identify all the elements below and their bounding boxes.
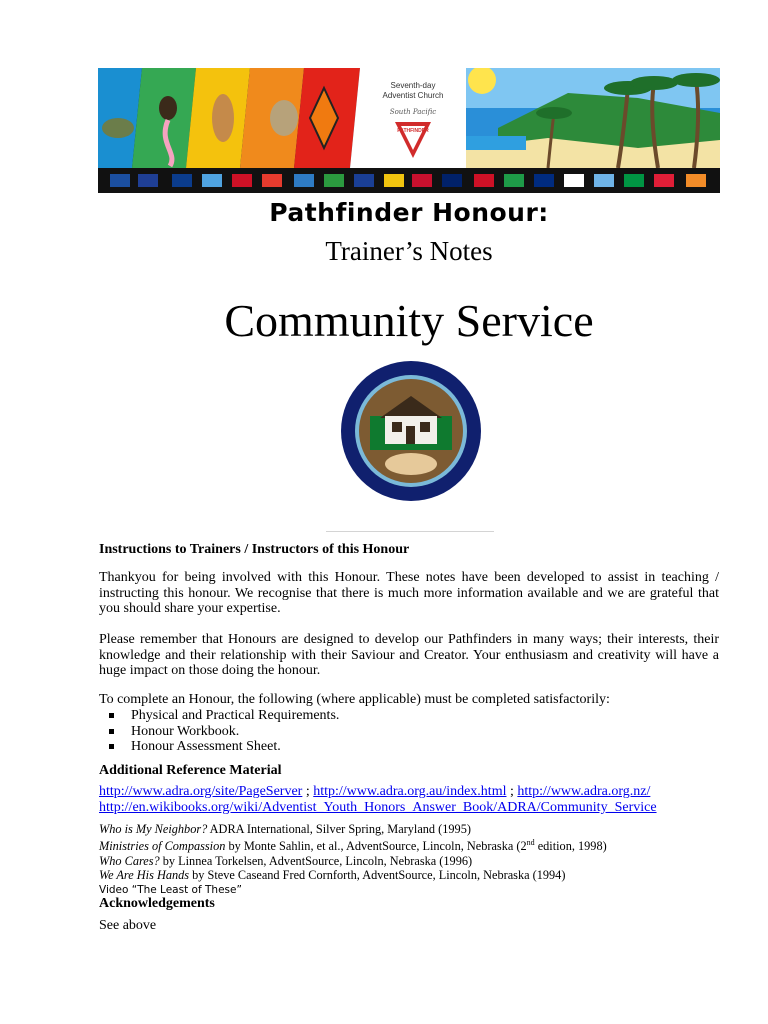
- reference-books-list: [99, 822, 607, 897]
- instructions-paragraph-1: Thankyou for being involved with this Honour. These notes have been developed to assist in teaching / instructing this honour. We recognise that there is much more information available and we are grateful that you should share your expertise.: [99, 570, 719, 617]
- list-item: Ministries of Compassion by Monte Sahlin, et al., AdventSource, Lincoln, Nebraska (2nd edition, 1998): [99, 838, 607, 854]
- header-banner: [98, 68, 720, 193]
- video-reference: Video “The Least of These”: [99, 883, 242, 896]
- reference-links-line-1: [99, 784, 650, 800]
- adra-org-link[interactable]: http://www.adra.org/site/PageServer: [99, 784, 303, 799]
- list-item: Honour Workbook.: [99, 724, 339, 740]
- instructions-heading: Instructions to Trainers / Instructors of this Honour: [99, 542, 410, 557]
- image-divider: [326, 531, 494, 532]
- acknowledgements-text: See above: [99, 918, 157, 933]
- list-item: Honour Assessment Sheet.: [99, 739, 339, 755]
- requirements-list: [99, 708, 339, 755]
- page-title: Community Service: [224, 295, 594, 346]
- page-heading: Pathfinder Honour:: [269, 198, 549, 227]
- banner-artwork: [98, 68, 720, 193]
- book-title: Ministries of Compassion: [99, 839, 226, 854]
- link-separator: ;: [302, 784, 314, 799]
- wikibooks-link[interactable]: http://en.wikibooks.org/wiki/Adventist_Youth_Honors_Answer_Book/ADRA/Community_Service: [99, 800, 657, 815]
- instructions-paragraph-3: To complete an Honour, the following (where applicable) must be completed satisfactorily:: [99, 692, 610, 707]
- list-item: We Are His Hands by Steve Caseand Fred Cornforth, AdventSource, Lincoln, Nebraska (1994): [99, 868, 566, 883]
- logo-line1: Seventh-day: [390, 81, 436, 90]
- book-title: Who Cares?: [99, 853, 160, 868]
- logo-line2: Adventist Church: [382, 91, 444, 100]
- book-title: Who is My Neighbor?: [99, 822, 208, 836]
- book-title: We Are His Hands: [99, 868, 190, 883]
- adra-org-nz-link[interactable]: http://www.adra.org.nz/: [517, 784, 651, 799]
- reference-links-line-2: [99, 800, 657, 816]
- instructions-paragraph-2: Please remember that Honours are designed to develop our Pathfinders in many ways; their interests, their knowledge and their relationship with their Saviour and Creator. Your enthusiasm and creativity will have a huge impact on those doing the honour.: [99, 632, 719, 679]
- link-separator: ;: [506, 784, 518, 799]
- list-item: Who is My Neighbor? ADRA International, Silver Spring, Maryland (1995): [99, 822, 471, 836]
- honour-badge-image: [340, 360, 482, 502]
- adra-org-au-link[interactable]: http://www.adra.org.au/index.html: [313, 784, 507, 799]
- logo-script: South Pacific: [389, 108, 437, 116]
- acknowledgements-heading: Acknowledgements: [99, 896, 215, 911]
- page-subheading: Trainer’s Notes: [325, 236, 493, 266]
- list-item: Physical and Practical Requirements.: [99, 708, 339, 724]
- references-heading: Additional Reference Material: [99, 763, 282, 778]
- logo-badge-text: PATHFINDER: [397, 128, 429, 134]
- list-item: Who Cares? by Linnea Torkelsen, AdventSource, Lincoln, Nebraska (1996): [99, 853, 473, 868]
